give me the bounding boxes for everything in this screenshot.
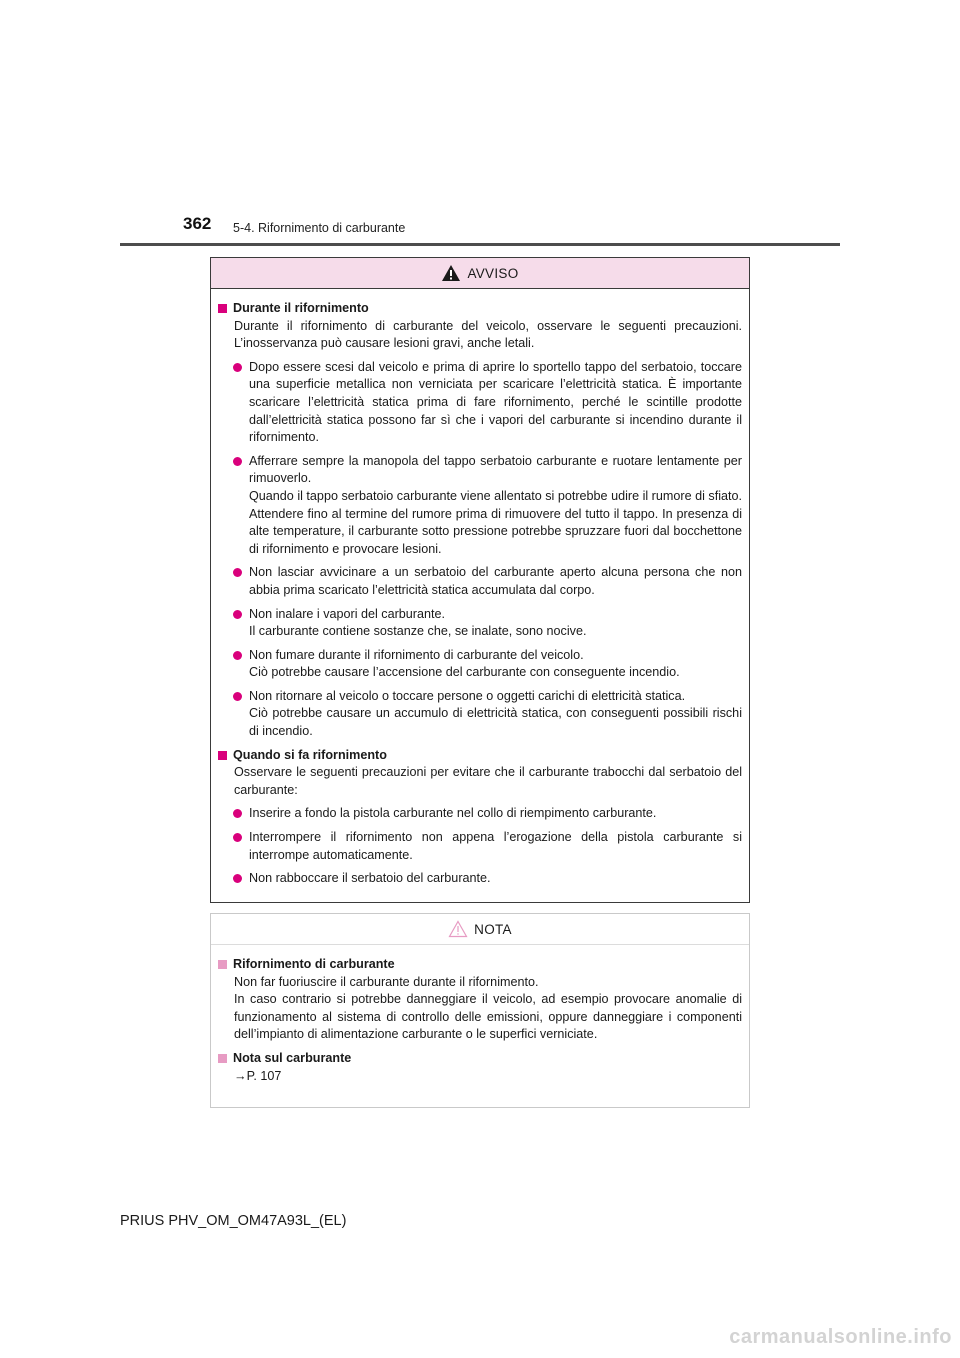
- item-text: Quando il tappo serbatoio carburante viene allentato si potrebbe udire il rumore di sfiato. Attendere fino al termine del rumore prima di rimuovere del tutto il tappo. In presenza di alte temperature, il carburante sotto pressione potrebbe spruzzare fuori dal bocchettone di rifornimento e provocare lesioni.: [249, 488, 742, 556]
- section-heading: Rifornimento di carburante: [233, 957, 395, 971]
- warning-triangle-icon: [441, 264, 461, 282]
- section-intro: Durante il rifornimento di carburante del veicolo, osservare le seguenti precauzioni. L’inosservanza può causare lesioni gravi, anche letali.: [234, 318, 742, 351]
- square-bullet-icon: [218, 304, 227, 313]
- warning-header: [211, 258, 749, 289]
- item-text: Non lasciar avvicinare a un serbatoio del carburante aperto alcuna persona che non abbia prima scaricato l’elettricità statica accumulata dal corpo.: [249, 565, 742, 597]
- circle-bullet-icon: [233, 651, 242, 660]
- square-bullet-icon: [218, 1054, 227, 1063]
- warning-title: AVVISO: [467, 265, 519, 281]
- page-number: 362: [183, 214, 212, 233]
- item-text: Non inalare i vapori del carburante.: [249, 606, 446, 621]
- circle-bullet-icon: [233, 809, 242, 818]
- item-text: Interrompere il rifornimento non appena l’erogazione della pistola carburante si interrompe automaticamente.: [249, 830, 742, 862]
- item-text: Il carburante contiene sostanze che, se inalate, sono nocive.: [249, 624, 587, 639]
- square-bullet-icon: [218, 960, 227, 969]
- circle-bullet-icon: [233, 874, 242, 883]
- section-title: 5-4. Rifornimento di carburante: [233, 221, 406, 235]
- note-box: [210, 913, 750, 1108]
- list-item: [218, 453, 742, 559]
- item-text: Non ritornare al veicolo o toccare persone o oggetti carichi di elettricità statica.: [249, 688, 686, 703]
- circle-bullet-icon: [233, 833, 242, 842]
- warning-box: [210, 257, 750, 903]
- note-header: [211, 914, 749, 945]
- section-intro: Osservare le seguenti precauzioni per evitare che il carburante trabocchi dal serbatoio del carburante:: [234, 765, 742, 797]
- note-line: In caso contrario si potrebbe danneggiare il veicolo, ad esempio provocare anomalie di funzionamento al sistema di controllo delle emissioni, oppure danneggiare i componenti dell’impianto di alimentazione carburante o le superfici verniciate.: [234, 992, 742, 1042]
- item-text: Inserire a fondo la pistola carburante nel collo di riempimento carburante.: [249, 806, 657, 821]
- warning-section: [218, 300, 742, 741]
- circle-bullet-icon: [233, 610, 242, 619]
- warning-section: [218, 747, 742, 888]
- note-body: [211, 945, 749, 1085]
- list-item: [218, 688, 742, 741]
- item-text: Non fumare durante il rifornimento di carburante del veicolo.: [249, 647, 584, 662]
- list-item: [218, 829, 742, 864]
- circle-bullet-icon: [233, 457, 242, 466]
- item-text: Non rabboccare il serbatoio del carburante.: [249, 871, 491, 886]
- section-heading: Durante il rifornimento: [233, 301, 369, 315]
- warning-body: [211, 289, 749, 888]
- circle-bullet-icon: [233, 568, 242, 577]
- note-section: [218, 956, 742, 1044]
- caution-outline-icon: [448, 920, 468, 938]
- circle-bullet-icon: [233, 363, 242, 372]
- section-heading: Quando si fa rifornimento: [233, 747, 387, 762]
- section-heading: Nota sul carburante: [233, 1050, 352, 1065]
- item-text: Afferrare sempre la manopola del tappo serbatoio carburante e ruotare lentamente per rimuoverlo.: [249, 453, 742, 486]
- note-title: NOTA: [474, 921, 512, 937]
- square-bullet-icon: [218, 751, 227, 760]
- list-item: [218, 805, 742, 823]
- document-code: PRIUS PHV_OM_OM47A93L_(EL): [120, 1213, 347, 1229]
- list-item: [218, 359, 742, 447]
- list-item: [218, 870, 742, 888]
- item-text: Dopo essere scesi dal veicolo e prima di aprire lo sportello tappo del serbatoio, toccare una superficie metallica non verniciata per scaricare l’elettricità statica. È importante scaricare l’elettricità statica prima di fare rifornimento, perché le scintille prodotte dall’elettricità statica possono far sì che i vapori del carburante si incendino durante il rifornimento.: [249, 359, 742, 445]
- list-item: [218, 564, 742, 599]
- note-section: [218, 1050, 742, 1085]
- circle-bullet-icon: [233, 692, 242, 701]
- item-text: Ciò potrebbe causare l’accensione del carburante con conseguente incendio.: [249, 665, 680, 680]
- list-item: [218, 606, 742, 641]
- item-text: Ciò potrebbe causare un accumulo di elettricità statica, con conseguenti possibili rischi di incendio.: [249, 706, 742, 739]
- page-reference-link[interactable]: →P. 107: [234, 1068, 282, 1083]
- list-item: [218, 647, 742, 682]
- note-line: Non far fuoriuscire il carburante durante il rifornimento.: [234, 974, 539, 989]
- watermark: carmanualsonline.info: [729, 1326, 952, 1348]
- header-rule: [120, 243, 840, 246]
